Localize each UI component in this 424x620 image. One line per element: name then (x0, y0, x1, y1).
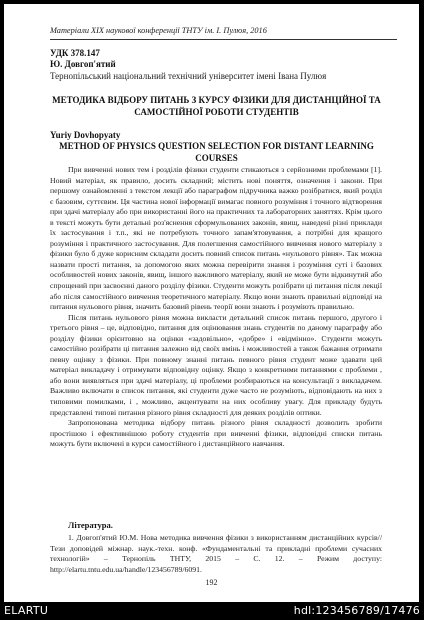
affiliation: Тернопільський національний технічний університет імені Івана Пулюя (50, 71, 327, 81)
document-page (4, 4, 419, 602)
paper-title-en: METHOD OF PHYSICS QUESTION SELECTION FOR DISTANT LEARNING COURSES (59, 141, 374, 163)
body-text (50, 165, 382, 450)
repository-label: ELARTU (4, 604, 49, 617)
handle-id: hdl:123456789/17476 (293, 604, 420, 617)
paragraph: Після питань нульового рівня можна викласти детальний список питань першого, другого і третього рівня – це, відповідно, питання для оцінювання знань студентів по даному параграфу або розділу фізики орієнтовно на оцінки «задовільно», «добре» і «відмінно». Студенти можуть самостійно розібрати ці питання залежно від своїх вмінь і можливостей а також бажання отримати певну оцінку з фізики. При повному знанні питань певного рівня студент може здавати цей матеріал викладачу і отримувати відповідну оцінку. Якщо з конкретними питаннями є проблеми , або вони виявляться при здачі матеріалу, ці проблеми розбираються на консультації з викладачем. Важливо включати в список питання, які студенти дуже часто не розуміють, відповідають на них з типовими помилками, і , можливо, акцентувати на них особливу увагу. Для прикладу будуть представлені типові питання різного рівня складності для деяких розділів оптики. (50, 312, 382, 417)
footer-bar (0, 602, 424, 620)
paragraph: При вивченні нових тем і розділів фізики студенти стикаються з серйозними проблемами [1]. Новий матеріал, як правило, досить складний; містить нові поняття, означення і закони. При першому ознайомленні з текстом лекції або параграфом підручника важко розібратися, який розділ є базовим, суттєвим. Ця частина нової інформації вимагає повного розуміння і точного відтворення при здачі матеріалу або при використанні його на практичних та лабораторних заняттях. Крім цього в тексті можуть бути детальні роз'яснення сформульованих законів, явищ, наведені різні приклади їх застосування і т.п., які не потребують точного запам'ятовування, а потрібні для кращого розуміння і практичного застосування. Для полегшення самостійного вивчення нового матеріалу з фізики було б дуже корисним складати досить повний список питань «нульового рівня». Так можна назвати прості питання, за допомогою яких можна перевірити знання і розуміння суті і базових особливостей нових законів, явищ, іншого важливого матеріалу, який не може бути відкинутий або спрощений при засвоєнні даного розділу фізики. Студенти можуть розібрати ці питання після лекції або після самостійного вивчення теоретичного матеріалу. Якщо вони знають правильні відповіді на питання нульового рівня, значить базовий рівень теорії вони знають і розуміють правильно. (50, 165, 382, 312)
header-rule (50, 39, 397, 40)
author-name-en: Yuriy Dovhopyaty (50, 130, 121, 140)
running-header: Матеріали XIX наукової конференції ТНТУ ім. І. Пулюя, 2016 (50, 26, 267, 35)
udc-code: УДК 378.147 (50, 48, 100, 58)
author-name: Ю. Довгоп'ятий (50, 59, 116, 69)
literature-heading: Література. (68, 520, 113, 530)
paragraph: Запропонована методика відбору питань різного рівня складності дозволить зробити простішою і ефективнішою роботу студентів при вивченні фізики, відповідні списки питань можуть бути включені в курси самостійного і дистанційного навчання. (50, 418, 382, 449)
page-number: 192 (205, 578, 218, 587)
paper-title-ua: МЕТОДИКА ВІДБОРУ ПИТАНЬ З КУРСУ ФІЗИКИ ДЛЯ ДИСТАНЦІЙНОЇ ТА САМОСТІЙНОЇ РОБОТИ СТУДЕНТІВ (52, 95, 381, 117)
literature-list (50, 533, 382, 575)
reference-item: 1. Довгоп'ятий Ю.М. Нова методика вивчення фізики з використанням дистанційних курсів//Тези доповідей міжнар. наук.-техн. конф. «Фундаментальні та прикладні проблеми сучасних технологій» – Тернопіль ТНТУ, 2015 – С. 12. – Режим доступу: http://elartu.tntu.edu.ua/handle/123456789/6091. (50, 533, 382, 574)
